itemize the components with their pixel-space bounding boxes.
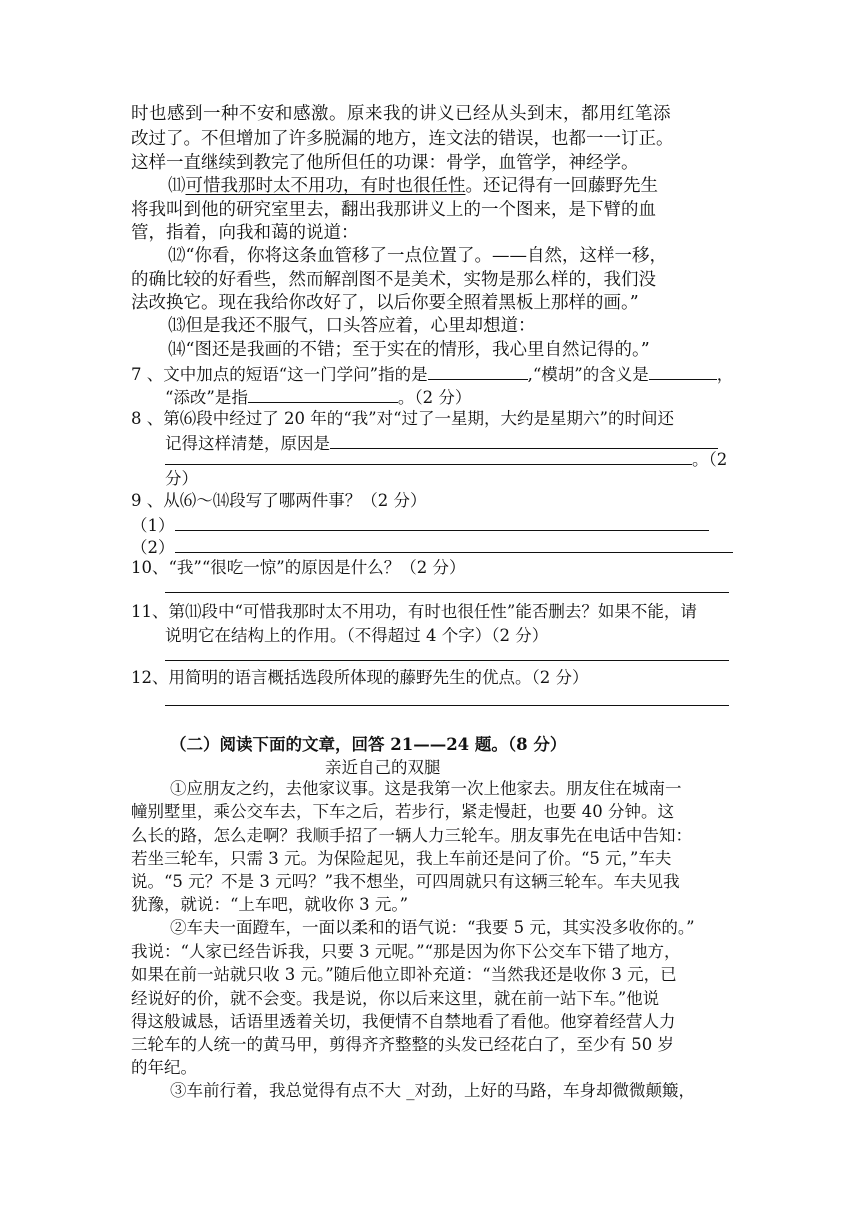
article-line: 的年纪。 [131, 1058, 197, 1077]
answer-line[interactable] [165, 705, 729, 706]
question-7-cont [165, 384, 471, 408]
question-12: 12、用简明的语言概括选段所体现的藤野先生的优点。（2 分） [131, 668, 589, 687]
question-10: 10、“我”“很吃一惊”的原因是什么？（2 分） [131, 558, 466, 577]
paragraph-number: ⑾ [168, 176, 186, 196]
answer-blank[interactable] [175, 534, 733, 553]
article-line: 三轮车的人统一的黄马甲，剪得齐齐整整的头发已经花白了，至少有 50 岁 [131, 1035, 674, 1054]
article-line: 说。“5 元？不是 3 元吗？”我不想坐，可四周就只有这辆三轮车。车夫见我 [131, 872, 680, 891]
article-line: ③车前行着，我总觉得有点不大 _对劲，上好的马路，车身却微微颠簸， [170, 1081, 695, 1100]
passage-line [168, 174, 658, 198]
article-line: ①应朋友之约，去他家议事。这是我第一次上他家去。朋友住在城南一 [170, 779, 682, 798]
question-9-answer-2 [131, 534, 733, 558]
answer-line[interactable] [165, 660, 729, 661]
article-line: 得这般诚恳，话语里透着关切，我便情不自禁地看了看他。他穿着经营人力 [131, 1012, 676, 1031]
question-7 [131, 361, 733, 385]
passage-line: 将我叫到他的研究室里去，翻出我那讲义上的一个图来，是下臂的血 [131, 200, 656, 220]
question-text: “添改”是指 [165, 388, 248, 407]
article-line: 经说好的价，就不会变。我是说，你以后来这里，就在前一站下车。”他说 [131, 989, 660, 1008]
question-8: 8 、第⑹段中经过了 20 年的“我”对“过了一星期，大约是星期六”的时间还 [131, 409, 674, 428]
article-line: ②车夫一面蹬车，一面以柔和的语气说：“我要 5 元，其实没多收你的。” [170, 918, 695, 937]
question-text: ,“模胡”的含义是 [527, 365, 649, 384]
passage-text: 。还记得有一回藤野先生 [465, 176, 658, 196]
answer-label: （2） [131, 538, 175, 557]
passage-line: ⑿“你看，你将这条血管移了一点位置了。——自然，这样一移， [168, 246, 667, 266]
question-11-cont: 说明它在结构上的作用。（不得超过 4 个字）（2 分） [165, 626, 549, 645]
answer-blank[interactable] [649, 361, 717, 380]
article-line: 我说：“人家已经告诉我，只要 3 元呢。”“那是因为你下公交车下错了地方， [131, 942, 681, 961]
answer-line[interactable] [165, 592, 729, 593]
article-line: 幢别墅里，乘公交车去，下车之后，若步行，紧走慢赶，也要 40 分钟。这 [131, 802, 674, 821]
question-9-answer-1 [131, 512, 709, 536]
question-9: 9 、从⑹～⒁段写了哪两件事？（2 分） [131, 491, 427, 510]
answer-label: （1） [131, 516, 175, 535]
passage-line: 管，指着，向我和蔼的说道： [131, 223, 359, 243]
passage-line: 法改换它。现在我给你改好了，以后你要全照着黑板上那样的画。” [131, 293, 639, 313]
article-title: 亲近自己的双腿 [325, 758, 441, 777]
question-8-cont [165, 446, 727, 470]
question-8-cont: 分） [165, 469, 198, 488]
article-line: 若坐三轮车，只需 3 元。为保险起见，我上车前还是问了价。“5 元，”车夫 [131, 849, 672, 868]
question-text: 记得这样清楚，原因是 [165, 434, 330, 453]
answer-blank[interactable] [428, 361, 528, 380]
question-text: ， [716, 365, 734, 384]
question-11: 11、第⑾段中“可惜我那时太不用功，有时也很任性”能否删去？如果不能，请 [131, 602, 697, 621]
question-text: 。（2 [692, 450, 728, 469]
passage-line: 的确比较的好看些，然而解剖图不是美术，实物是那么样的，我们没 [131, 270, 656, 290]
passage-line: 这样一直继续到教完了他所但任的功课：骨学，血管学，神经学。 [131, 153, 639, 173]
question-text: 7 、文中加点的短语“这一门学问”指的是 [131, 365, 428, 384]
passage-line: 时也感到一种不安和感激。原来我的讲义已经从头到末，都用红笔添 [131, 104, 671, 124]
article-line: 如果在前一站就只收 3 元。”随后他立即补充道：“当然我还是收你 3 元，已 [131, 965, 677, 984]
passage-line: ⒀但是我还不服气，口头答应着，心里却想道： [168, 316, 536, 336]
article-line: 么长的路，怎么走啊？我顺手招了一辆人力三轮车。朋友事先在电话中告知： [131, 826, 692, 845]
answer-blank[interactable] [165, 446, 692, 465]
underlined-phrase: 可惜我那时太不用功，有时也很任性 [185, 176, 466, 196]
answer-blank[interactable] [175, 512, 709, 531]
section-heading: （二）阅读下面的文章，回答 21——24 题。（8 分） [170, 735, 567, 754]
article-line: 犹豫，就说：“上车吧，就收你 3 元。” [131, 895, 409, 914]
passage-line: 改过了。不但增加了许多脱漏的地方，连文法的错误，也都一一订正。 [131, 129, 674, 149]
question-text: 。（2 分） [397, 388, 472, 407]
answer-blank[interactable] [248, 384, 398, 403]
passage-line: ⒁“图还是我画的不错；至于实在的情形，我心里自然记得的。” [168, 340, 650, 360]
